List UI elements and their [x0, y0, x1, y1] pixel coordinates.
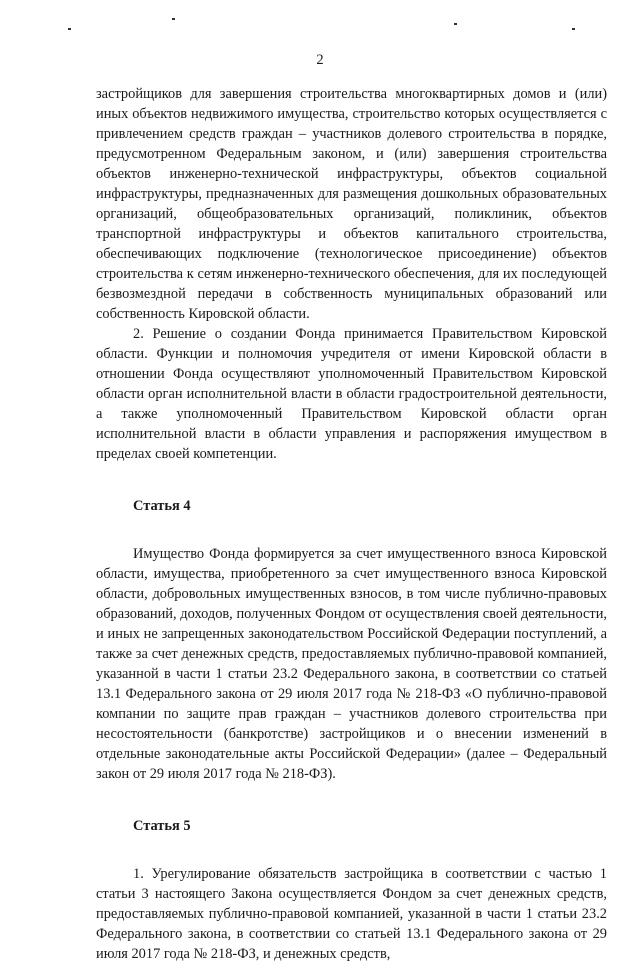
page-number: 2 — [316, 52, 324, 68]
article-4-heading: Статья 4 — [133, 498, 191, 514]
scan-speck — [572, 28, 575, 30]
paragraph-2: 2. Решение о создании Фонда принимается Правительством Кировской области. Функции и полномочия учредителя от имени Кировской области в отношении Фонда осуществляют уполномоченный Правительством Кировской области орган исполнительной власти в области градостроительной деятельности, а также уполномоченный Правительством Кировской области орган исполнительной власти в области управления и распоряжения имуществом в пределах своей компетенции. — [96, 326, 607, 462]
article-4-text: Имущество Фонда формируется за счет имущественного взноса Кировской области, имущества, приобретенного за счет имущественного взноса Кировской области, добровольных имущественных взносов, в том числе публично-правовых образований, доходов, полученных Фондом от осуществления своей деятельности, и иных не запрещенных законодательством Российской Федерации поступлений, а также за счет денежных средств, предоставляемых публично-правовой компанией, указанной в части 1 статьи 23.2 Федерального закона, в соответствии со статьей 13.1 Федерального закона от 29 июля 2017 года № 218-ФЗ «О публично-правовой компании по защите прав граждан – участников долевого строительства при несостоятельности (банкротстве) застройщиков и о внесении изменений в отдельные законодательные акты Российской Федерации» (далее – Федеральный закон от 29 июля 2017 года № 218-ФЗ). — [96, 546, 607, 782]
article-5-heading: Статья 5 — [133, 818, 191, 834]
scan-speck — [454, 23, 457, 25]
scan-speck — [172, 18, 175, 20]
document-body — [96, 84, 607, 964]
article-5-text: 1. Урегулирование обязательств застройщика в соответствии с частью 1 статьи 3 настоящего Закона осуществляется Фондом за счет денежных средств, предоставляемых публично-правовой компанией, указанной в части 1 статьи 23.2 Федерального закона, в соответствии со статьей 13.1 Федерального закона от 29 июля 2017 года № 218-ФЗ, и денежных средств, — [96, 866, 607, 962]
paragraph-continuation: застройщиков для завершения строительства многоквартирных домов и (или) иных объектов недвижимого имущества, строительство которых осуществляется с привлечением средств граждан – участников долевого строительства в порядке, предусмотренном Федеральным законом, и (или) завершения строительства объектов инженерно-технической инфраструктуры, объектов социальной инфраструктуры, предназначенных для размещения дошкольных образовательных организаций, общеобразовательных организаций, поликлиник, объектов транспортной инфраструктуры и объектов капитального строительства, обеспечивающих подключение (технологическое присоединение) объектов строительства к сетям инженерно-технического обеспечения, для их последующей безвозмездной передачи в собственность муниципальных образований или собственность Кировской области. — [96, 86, 607, 322]
scan-speck — [68, 28, 71, 30]
